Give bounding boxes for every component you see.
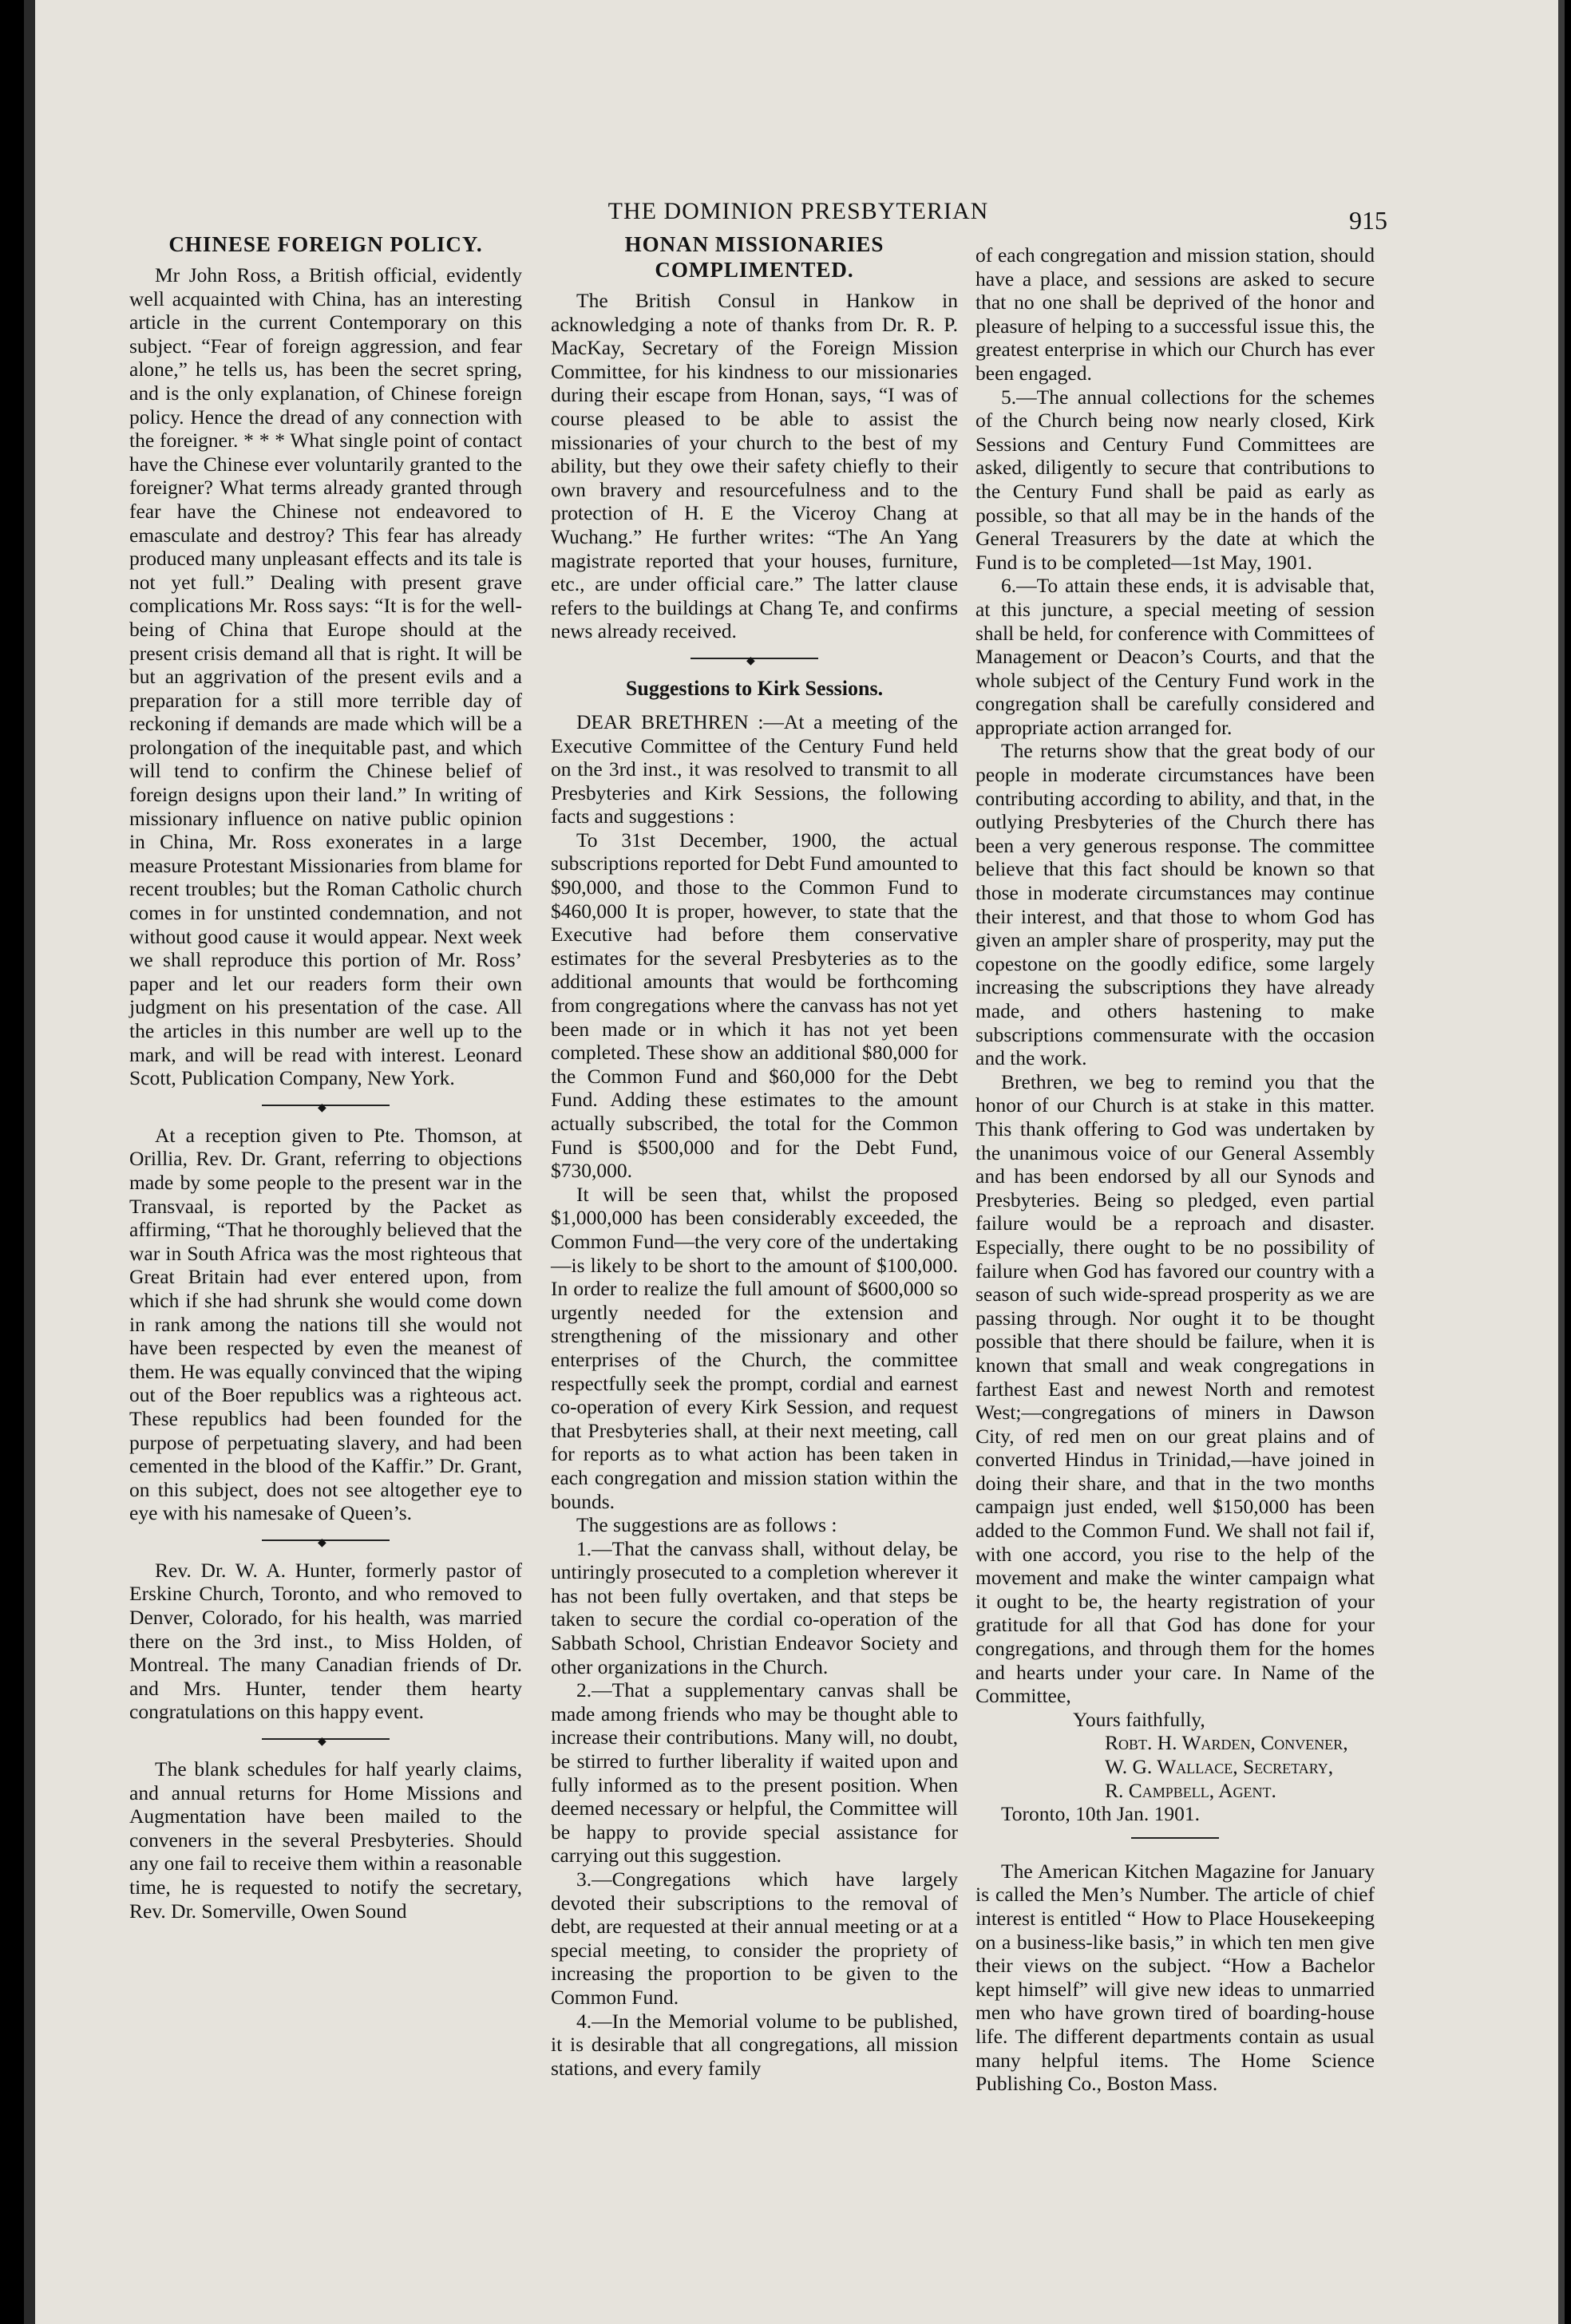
- column-left: [129, 231, 522, 1923]
- section-divider: [262, 1105, 390, 1106]
- article-paragraph: At a reception given to Pte. Thomson, at Orillia, Rev. Dr. Grant, referring to objections made by some people to the present war in the Transvaal, is reported by the Packet as affirming, “That he thoroughly believed that the war in South Africa was the most righteous that Great Britain had ever entered upon, from which if she had shrunk she would come down in rank among the nations till she would not have been respected by even the meanest of them. He was equally convinced that the wiping out of the Boer republics was a righteous act. These republics had been founded for the purpose of perpetuating slavery, and had been cemented in the blood of the Kaffir.” Dr. Grant, on this subject, does not see altogether eye to eye with his namesake of Queen’s.: [129, 1123, 522, 1525]
- article-paragraph: 5.—The annual collections for the schemes of the Church being now nearly closed, Kirk Sessions and Century Fund Committees are asked, diligently to secure that contributions to the Century Fund shall be paid as early as possible, so that all may be in the hands of the General Treasurers by the date at which the Fund is to be completed—1st May, 1901.: [975, 385, 1375, 574]
- article-paragraph: The returns show that the great body of our people in moderate circumstances have been contributing according to ability, and that, in the outlying Presbyteries of the Church there has been a very generous response. The committee believe that this fact should be known so that those in moderate circumstances may continue their interest, and that those to whom God has given an ampler share of prosperity, may put the copestone on the goodly edifice, some largely increasing the subscriptions they have already made, and others hastening to make subscriptions commensurate with the occasion and the work.: [975, 739, 1375, 1070]
- column-right: [975, 243, 1375, 2096]
- section-divider: [262, 1738, 390, 1740]
- article-paragraph: The suggestions are as follows :: [576, 1513, 837, 1537]
- article-title-chinese-foreign-policy: CHINESE FOREIGN POLICY.: [168, 232, 483, 256]
- article-paragraph: The American Kitchen Magazine for January is called the Men’s Number. The article of chief interest is entitled “ How to Place Housekeeping on a business-like basis,” in which ten men give their views on the subject. “How a Bachelor kept himself” will give new ideas to unmarried men who have grown tired of boarding-house life. The different departments contain as usual many helpful items. The Home Science Publishing Co., Boston Mass.: [975, 1859, 1375, 2096]
- letter-closing: Yours faithfully,: [1073, 1707, 1205, 1731]
- article-paragraph: The blank schedules for half yearly claims, and annual returns for Home Missions and Augmentation have been mailed to the conveners in the several Presbyteries. Should any one fail to receive them within a reasonable time, he is requested to notify the secretary, Rev. Dr. Somerville, Owen Sound: [129, 1757, 522, 1923]
- column-middle: [551, 231, 958, 2080]
- article-paragraph: Rev. Dr. W. A. Hunter, formerly pastor of Erskine Church, Toronto, and who removed to Denver, Colorado, for his health, was married there on the 3rd inst., to Miss Holden, of Montreal. The many Canadian friends of Dr. and Mrs. Hunter, tender them hearty congratulations on this happy event.: [129, 1558, 522, 1724]
- running-head: THE DOMINION PRESBYTERIAN: [607, 198, 989, 224]
- section-divider: [1131, 1837, 1219, 1839]
- article-paragraph: 2.—That a supplementary canvas shall be made among friends who may be thought able to increase their contributions. Many will, no doubt, be stirred to further liberality if waited upon and fully informed as to the present position. When deemed necessary or helpful, the Committee will be happy to provide special assistance for carrying out this suggestion.: [551, 1678, 958, 1868]
- signatory: R. Campbell, Agent.: [1105, 1778, 1276, 1802]
- article-paragraph: Brethren, we beg to remind you that the honor of our Church is at stake in this matter. This thank offering to God was undertaken by the unanimous voice of our General Assembly and has been endorsed by all our Synods and Presbyteries. Being so pledged, even partial failure would be a reproach and disaster. Especially, there ought to be no possibility of failure when God has favored our country with a season of such wide-spread prosperity as we are passing through. Nor ought it to be thought possible that there should be failure, when it is known that small and weak congregations in farthest East and newest North and remotest West;—congregations of miners in Dawson City, of red men on our great plains and of converted Hindus in Trinidad,—have joined in doing their share, and that in the two months campaign just ended, well $150,000 has been added to the Common Fund. We shall not fail if, with one accord, you rise to the help of the movement and make the winter campaign what it ought to be, the hearty registration of your gratitude for all that God has done for your congregations, and through them for the homes and hearts under your care. In Name of the Committee,: [975, 1069, 1375, 1708]
- article-paragraph: Mr John Ross, a British official, evidently well acquainted with China, has an interesting article in the current Contemporary on this subject. “Fear of foreign aggression, and fear alone,” he tells us, has been the secret spring, and is the only explanation, of Chinese foreign policy. Hence the dread of any connection with the foreigner. * * * What single point of contact have the Chinese ever voluntarily granted to the foreigner? What terms already granted through fear have the Chinese not endeavored to emasculate and destroy? This fear has already produced many unpleasant effects and its tale is not yet full.” Dealing with present grave complications Mr. Ross says: “It is for the well-being of China that Europe should at the present crisis demand all that is right. It will be but an aggrivation of the present evils and a preparation for a still more terrible day of reckoning if demands are made which will be a prolongation of the inequitable past, and which will tend to confirm the Chinese belief of foreign designs upon their land.” In writing of missionary influence on native public opinion in China, Mr. Ross exonerates in a large measure Protestant Missionaries from blame for recent troubles; but the Roman Catholic church comes in for unstinted condemnation, and not without good cause it would appear. Next week we shall reproduce this portion of Mr. Ross’ paper and let our readers form their own judgment on his presentation of the case. All the articles in this number are well up to the mark, and will be read with interest. Leonard Scott, Publication Company, New York.: [129, 263, 522, 1090]
- article-paragraph: 1.—That the canvass shall, without delay, be untiringly prosecuted to a completion wherever it has not been fully overtaken, and that steps be taken to secure the cordial co-operation of the Sabbath School, Christian Endeavor Society and other organizations in the Church.: [551, 1536, 958, 1678]
- article-paragraph: DEAR BRETHREN :—At a meeting of the Executive Committee of the Century Fund held on the 3rd inst., it was resolved to transmit to all Presbyteries and Kirk Sessions, the following facts and suggestions :: [551, 709, 958, 828]
- article-paragraph: 3.—Congregations which have largely devoted their subscriptions to the removal of debt, are requested at their annual meeting or at a special meeting, to consider the propriety of increasing the proportion to be given to the Common Fund.: [551, 1868, 958, 2009]
- article-paragraph: of each congregation and mission station, should have a place, and sessions are asked to secure that no one shall be deprived of the honor and pleasure of helping to a successful issue this, the greatest enterprise in which our Church has ever been engaged.: [975, 243, 1375, 385]
- page-edge-right: [1558, 0, 1565, 2324]
- letter-place-date: Toronto, 10th Jan. 1901.: [1001, 1802, 1200, 1826]
- signatory: W. G. Wallace, Secretary,: [1105, 1755, 1334, 1778]
- article-subtitle-suggestions: Suggestions to Kirk Sessions.: [625, 676, 884, 700]
- section-divider: [262, 1539, 390, 1541]
- signatory: Robt. H. Warden, Convener,: [1105, 1731, 1348, 1755]
- page-edge-left: [24, 0, 35, 2324]
- article-paragraph: 4.—In the Memorial volume to be published, it is desirable that all congregations, all mission stations, and every family: [551, 2009, 958, 2080]
- section-divider: [691, 658, 818, 659]
- newspaper-page: [24, 0, 1565, 2324]
- article-paragraph: 6.—To attain these ends, it is advisable that, at this juncture, a special meeting of session shall be held, for conference with Committees of Management or Deacon’s Courts, and that the whole subject of the Century Fund work in the congregation shall be carefully considered and appropriate action arranged for.: [975, 574, 1375, 739]
- article-paragraph: To 31st December, 1900, the actual subscriptions reported for Debt Fund amounted to $90,000, and those to the Common Fund to $460,000 It is proper, however, to state that the Executive had before them conservative estimates for the several Presbyteries as to the additional amounts that would be forthcoming from congregations where the canvass has not yet been made or in which it has not yet been completed. These show an additional $80,000 for the Common Fund and $60,000 for the Debt Fund. Adding these estimates to the amount actually subscribed, the total for the Common Fund is $500,000 and for the Debt Fund, $730,000.: [551, 828, 958, 1183]
- article-paragraph: The British Consul in Hankow in acknowledging a note of thanks from Dr. R. P. MacKay, Secretary of the Foreign Mission Committee, for his kindness to our missionaries during their escape from Honan, says, “I was of course pleased to be able to assist the missionaries of your church to the best of my ability, but they owe their safety chiefly to their own bravery and resourcefulness and to the protection of H. E the Viceroy Chang at Wuchang.” He further writes: “The An Yang magistrate reported that your houses, furniture, etc., are under official care.” The latter clause refers to the buildings at Chang Te, and confirms news already received.: [551, 289, 958, 643]
- article-paragraph: It will be seen that, whilst the proposed $1,000,000 has been considerably exceeded, the Common Fund—the very core of the undertaking—is likely to be short to the amount of $100,000. In order to realize the full amount of $600,000 so urgently needed for the extension and strengthening of the missionary and other enterprises of the Church, the committee respectfully seek the prompt, cordial and earnest co-operation of every Kirk Session, and request that Presbyteries shall, at their next meeting, call for reports as to what action has been taken in each congregation and mission station within the bounds.: [551, 1182, 958, 1513]
- page-number: 915: [1349, 206, 1387, 235]
- article-title-honan-missionaries: HONAN MISSIONARIES COMPLIMENTED.: [624, 232, 884, 282]
